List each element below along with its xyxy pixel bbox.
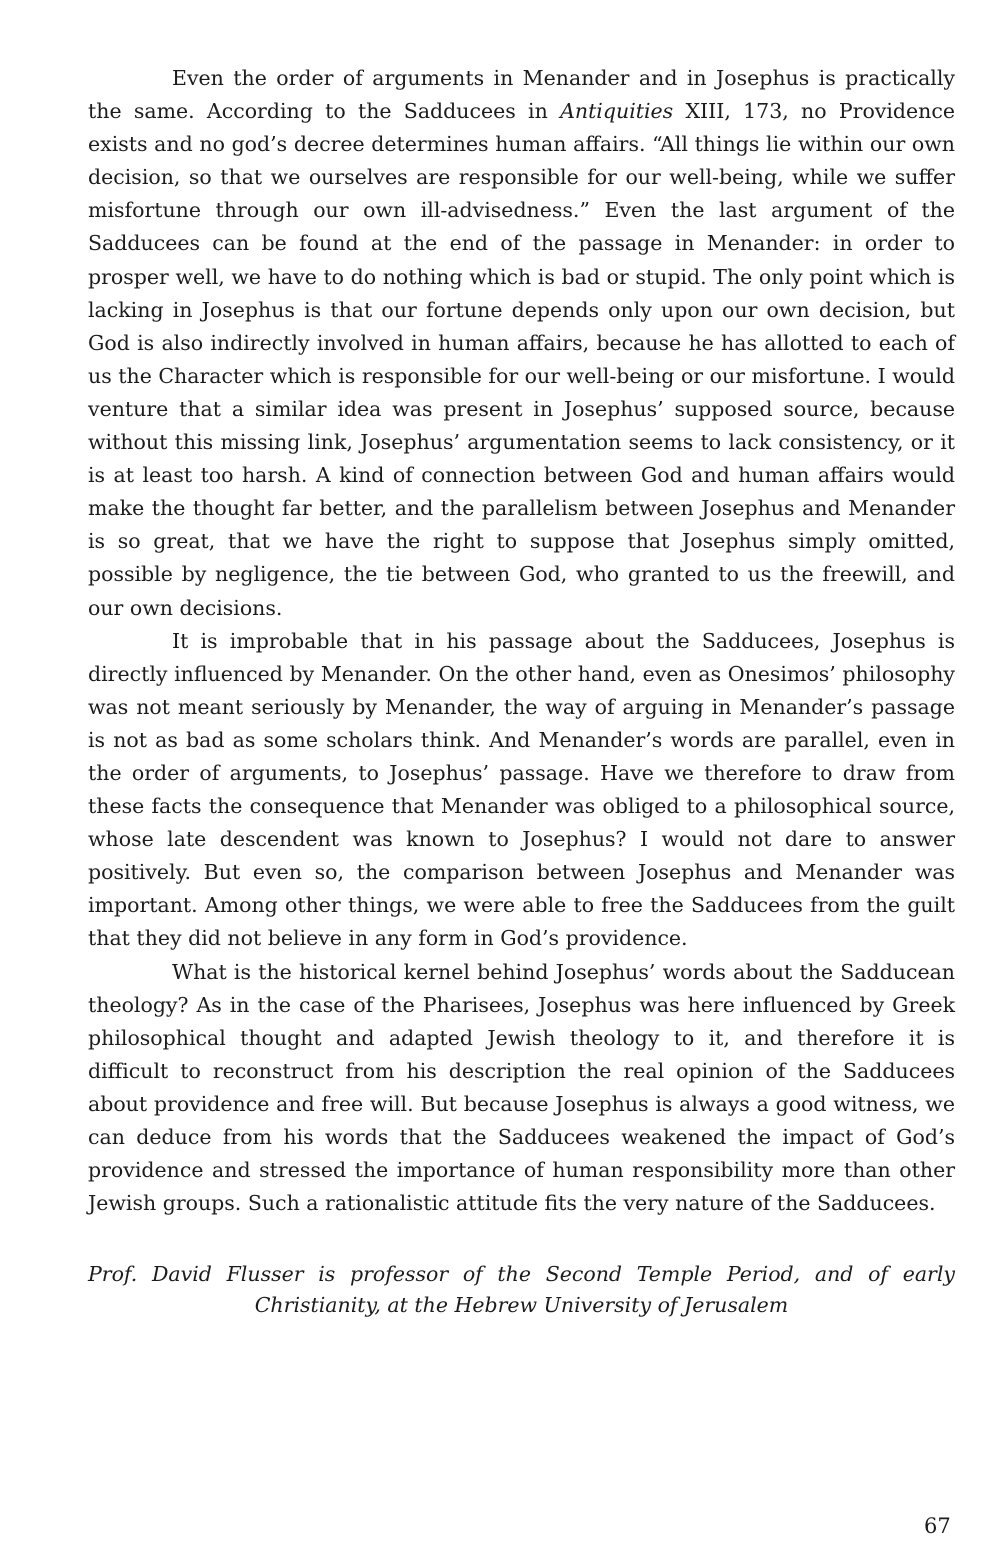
paragraph-historical-kernel: What is the historical kernel behind Josephus’ words about the Sadducean theology? As in the case of the Pharisees, Josephus was here influenced by Greek philosophical thought and adapted Jewish theology to it, and therefore it is difficult to reconstruct from his description the real opinion of the Sadducees about providence and free will. But because Josephus is always a good witness, we can deduce from his words that the Sadducees weakened the impact of God’s providence and stressed the importance of human responsibility more than other Jewish groups. Such a rationalistic attitude fits the very nature of the Sadducees. bbox=[88, 959, 955, 1216]
paragraph-improbable-influence: It is improbable that in his passage about the Sadducees, Josephus is directly influenced by Menander. On the other hand, even as Onesimos’ philosophy was not meant seriously by Menander, the way of arguing in Menander’s passage is not as bad as some scholars think. And Menander’s words are parallel, even in the order of arguments, to Josephus’ passage. Have we therefore to draw from these facts the consequence that Menander was obliged to a philosophical source, whose late descendent was known to Josephus? I would not dare to answer positively. But even so, the comparison between Josephus and Menander was important. Among other things, we were able to free the Sadducees from the guilt that they did not believe in any form in God’s providence. bbox=[88, 628, 955, 951]
author-note-line-1: Prof. David Flusser is professor of the Second Temple Period, and of early bbox=[88, 1262, 955, 1287]
paragraph-text-rest: XIII, 173, no Providence exists and no god’s decree determines human affairs. “All things lie within our own decision, so that we ourselves are responsible for our well-being, while we suffer misfortune through our own ill-advisedness.” Even the last argument of the Sadducees can be found at the end of the passage in Menander: in order to prosper well, we have to do nothing which is bad or stupid. The only point which is lacking in Josephus is that our fortune depends only upon our own decision, but God is also indirectly involved in human affairs, because he has allotted to each of us the Character which is responsible for our well-being or our misfortune. I would venture that a similar idea was present in Josephus’ supposed source, because without this missing link, Josephus’ argumentation seems to lack consistency, or it is at least too harsh. A kind of connection between God and human affairs would make the thought far better, and the parallelism between Josephus and Menander is so great, that we have the right to suppose that Josephus simply omitted, possible by negligence, the tie between God, who granted to us the freewill, and our own decisions. bbox=[88, 99, 955, 620]
paragraph-text-start: Even the order of arguments in Menander and in Josephus is practically the same. According to the Sadducees in bbox=[88, 66, 955, 124]
author-note bbox=[88, 1259, 955, 1321]
paragraph-menander-josephus-order bbox=[88, 62, 955, 625]
article-body bbox=[88, 62, 955, 1321]
page-number: 67 bbox=[924, 1514, 951, 1538]
book-title-antiquities: Antiquities bbox=[560, 99, 674, 124]
author-note-line-2: Christianity, at the Hebrew University of Jerusalem bbox=[254, 1293, 789, 1318]
